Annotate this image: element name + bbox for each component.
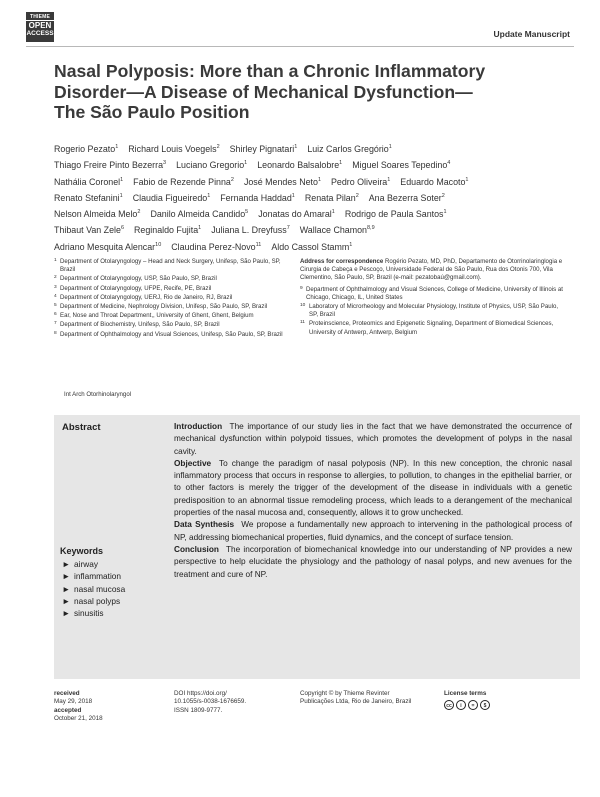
- affiliation-item: [54, 258, 286, 274]
- cc-nc-icon: $: [480, 700, 490, 710]
- author-affiliation-number: 1: [198, 225, 202, 232]
- author-affiliation-number: 1: [465, 176, 469, 183]
- arrow-bullet-icon: ►: [62, 559, 71, 570]
- author-name-text: Renato Stefanini: [54, 192, 120, 203]
- affiliation-text: Department of Medicine, Nephrology Division, Unifesp, São Paulo, SP, Brazil: [60, 303, 268, 311]
- arrow-bullet-icon: ►: [62, 583, 71, 594]
- author-affiliation-number: 1: [207, 192, 211, 199]
- author-affiliation-number: 6: [120, 225, 124, 232]
- author-name: [54, 209, 140, 219]
- affiliation-number: 11: [300, 320, 305, 326]
- author-name-text: Wallace Chamon: [299, 225, 367, 236]
- affiliation-number: 6: [54, 312, 57, 318]
- accepted-date: October 21, 2018: [54, 715, 103, 723]
- keyword-item: [60, 607, 125, 619]
- author-line: [54, 156, 579, 172]
- cc-icon: cc: [444, 700, 454, 710]
- abstract-label: Abstract: [62, 422, 101, 433]
- section-text: The incorporation of biomechanical knowledge into our understanding of NP provides a new perspective to help elucidate the physiology and the pathology of nasal polyps, and new avenues for the treatment and cure of NP.: [174, 544, 572, 579]
- arrow-bullet-icon: ►: [62, 571, 71, 582]
- keyword-item: [60, 558, 125, 570]
- copyright-line: Publicações Ltda, Rio de Janeiro, Brazil: [300, 698, 412, 706]
- author-affiliation-number: 1: [291, 192, 295, 199]
- author-affiliation-number: 2: [216, 144, 220, 150]
- author-affiliation-number: 1: [339, 160, 343, 167]
- author-name-text: Leonardo Balsalobre: [257, 160, 340, 171]
- abstract-box: [54, 415, 580, 679]
- author-affiliation-number: 5: [245, 209, 249, 216]
- author-name: [258, 209, 335, 219]
- author-name: [150, 209, 248, 219]
- author-affiliation-number: 2: [137, 209, 141, 216]
- affiliation-number: 10: [300, 303, 306, 309]
- author-affiliation-number: 1: [119, 192, 123, 199]
- author-name: [300, 225, 375, 235]
- affiliation-text: Department of Biochemistry, Unifesp, São Paulo, SP, Brazil: [60, 321, 220, 329]
- author-name: [133, 177, 234, 187]
- doi-block: [174, 690, 246, 715]
- affiliation-number: 9: [300, 285, 303, 291]
- section-heading: Conclusion: [174, 544, 219, 554]
- author-name: [331, 177, 390, 187]
- author-affiliation-number: 1: [294, 144, 298, 150]
- author-name: [271, 242, 352, 252]
- correspondence-text: Rogério Pezato, MD, PhD, Departamento de Otorrinolaringlogia e Cirurgia de Cabeça e Pescoço, Universidade Federal de São Paulo, Rua dos Otonis 700, Vila Clementino, São Paulo, SP, Brazil (e-mail: pezatobaú@gmail.com).: [300, 258, 563, 282]
- affiliation-text: Ear, Nose and Throat Department,, University of Ghent, Ghent, Belgium: [60, 312, 254, 320]
- author-name: [220, 193, 295, 203]
- logo-line-1: THIEME: [26, 12, 54, 21]
- author-affiliation-number: 1: [331, 209, 335, 216]
- title-line: Disorder—A Disease of Mechanical Dysfunction—: [54, 81, 473, 102]
- doi-line[interactable]: DOI https://doi.org/: [174, 690, 227, 697]
- keyword-text: inflammation: [74, 571, 122, 582]
- affiliation-item: [54, 285, 286, 293]
- affiliation-number: 5: [54, 303, 57, 309]
- author-name-text: Nathália Coronel: [54, 176, 121, 187]
- author-affiliation-number: 1: [244, 160, 248, 167]
- affiliation-item: [300, 286, 568, 302]
- arrow-bullet-icon: ►: [62, 608, 71, 619]
- author-name: [128, 144, 219, 154]
- affiliation-item: [300, 320, 568, 336]
- author-line: [54, 205, 579, 221]
- issn-line: ISSN 1809-9777.: [174, 706, 223, 714]
- abstract-text: [174, 421, 572, 581]
- copyright-block: [300, 690, 411, 707]
- license-icons[interactable]: [444, 700, 492, 710]
- author-name: [230, 144, 298, 154]
- author-name: [257, 160, 342, 170]
- affiliation-text: Laboratory of Microrheology and Molecular Physiology, Institute of Physics, USP, São Paulo, SP, Brazil: [309, 303, 559, 319]
- affiliation-number: 8: [54, 330, 57, 336]
- affiliations-right: [300, 258, 568, 338]
- author-name: [54, 193, 123, 203]
- author-name: [369, 193, 445, 203]
- author-name-text: Juliana L. Dreyfuss: [211, 225, 287, 236]
- author-line: [54, 238, 579, 254]
- cc-nd-icon: =: [468, 700, 478, 710]
- author-name-text: Ana Bezerra Soter: [368, 192, 442, 203]
- received-label: received: [54, 690, 80, 697]
- received-date: May 29, 2018: [54, 698, 93, 706]
- keywords-block: [60, 545, 125, 619]
- author-name-text: Adriano Mesquita Alencar: [54, 241, 156, 252]
- author-name-text: Rodrigo de Paula Santos: [344, 209, 444, 220]
- author-name: [352, 160, 450, 170]
- journal-name: Int Arch Otorhinolaryngol: [64, 391, 132, 398]
- arrow-bullet-icon: ►: [62, 595, 71, 606]
- author-affiliation-number: 1: [387, 176, 391, 183]
- article-dates: [54, 690, 103, 724]
- author-name: [54, 242, 161, 252]
- journal-logo: [26, 12, 54, 42]
- license-label: License terms: [444, 690, 487, 697]
- author-name: [54, 225, 124, 235]
- affiliation-number: 4: [54, 293, 57, 299]
- author-name-text: José Mendes Neto: [243, 176, 318, 187]
- author-affiliation-number: 1: [120, 176, 124, 183]
- cc-by-icon: i: [456, 700, 466, 710]
- logo-line-3: ACCESS: [26, 30, 54, 37]
- author-line: [54, 173, 579, 189]
- author-affiliation-number: 11: [255, 241, 262, 248]
- section-heading: Data Synthesis: [174, 520, 235, 530]
- affiliation-item: [300, 303, 568, 319]
- author-name-text: Thiago Freire Pinto Bezerra: [54, 160, 164, 171]
- affiliation-text: Proteinscience, Proteomics and Epigenetic Signaling, Department of Biomedical Sciences, University of Antwerp, Antwerp, Belgium: [309, 320, 554, 336]
- author-name-text: Fernanda Haddad: [220, 192, 292, 203]
- author-name: [176, 160, 247, 170]
- author-name-text: Renata Pilan: [304, 192, 356, 203]
- logo-line-2: OPEN: [28, 21, 52, 30]
- author-name: [307, 144, 391, 154]
- author-name-text: Danilo Almeida Candido: [150, 209, 246, 220]
- section-heading: Introduction: [174, 422, 223, 431]
- correspondence-heading: Address for correspondence: [300, 258, 384, 265]
- author-name-text: Aldo Cassol Stamm: [271, 241, 350, 252]
- author-line: [54, 140, 579, 156]
- affiliation-item: [54, 331, 286, 339]
- author-name-text: Rogerio Pezato: [54, 143, 116, 154]
- author-line: [54, 221, 579, 237]
- author-affiliation-number: 1: [317, 176, 321, 183]
- affiliation-item: [54, 275, 286, 283]
- author-line: [54, 189, 579, 205]
- affiliations-left: [54, 258, 286, 340]
- author-name: [345, 209, 447, 219]
- keyword-item: [60, 583, 125, 595]
- title-line: The São Paulo Position: [54, 102, 250, 122]
- author-name-text: Nelson Almeida Melo: [54, 209, 138, 220]
- doi-line[interactable]: 10.1055/s-0038-1676659.: [174, 698, 247, 706]
- affiliation-item: [54, 294, 286, 302]
- author-name: [134, 225, 201, 235]
- affiliation-number: 2: [54, 275, 57, 281]
- section-text: The importance of our study lies in the fact that we have demonstrated the occurrence of mechanical dysfunction within polypoid tissues, which promotes the development of polyps in the nasal cavity.: [174, 422, 572, 456]
- author-name: [133, 193, 211, 203]
- author-name-text: Reginaldo Fujita: [134, 225, 199, 236]
- author-name-text: Jonatas do Amaral: [258, 209, 332, 220]
- affiliation-number: 1: [54, 258, 57, 263]
- affiliation-item: [54, 321, 286, 329]
- author-name: [305, 193, 359, 203]
- section-text: To change the paradigm of nasal polyposis (NP). In this new conception, the chronic nasal inflammatory process that occurs in response to allergies, to pollution, to changes in the epithelial barrier, or to other factors is merely the trigger of the development of the disease in individuals with a genetic predisposition to an abnormal tissue remodeling process, which leads to a derangement of the mechanical properties of the nasal mucosa and, consequently, allows it to grow unchecked.: [174, 458, 572, 518]
- license-block: [444, 690, 492, 710]
- author-affiliation-number: 1: [443, 209, 447, 216]
- affiliation-item: [54, 303, 286, 311]
- abstract-data-synthesis: [174, 519, 572, 544]
- author-name-text: Thibaut Van Zele: [54, 225, 121, 236]
- affiliations-right-list: [300, 286, 568, 337]
- author-name: [244, 177, 321, 187]
- affiliation-text: Department of Otolaryngology, USP, São Paulo, SP, Brazil: [60, 275, 217, 283]
- author-name-text: Claudina Perez-Novo: [171, 241, 256, 252]
- author-affiliation-number: 2: [355, 192, 359, 199]
- keyword-text: sinusitis: [74, 608, 104, 619]
- author-affiliation-number: 1: [388, 144, 392, 150]
- author-name: [400, 177, 468, 187]
- affiliation-text: Department of Otolaryngology, UFPE, Recife, PE, Brazil: [60, 284, 212, 292]
- section-text: We propose a fundamentally new approach to intervening in the pathological process of NP, addressing biomechanical properties, fluid dynamics, and the concept of surface tension.: [174, 520, 572, 542]
- copyright-line: Copyright © by Thieme Revinter: [300, 690, 390, 697]
- author-name-text: Shirley Pignatari: [229, 143, 295, 154]
- abstract-conclusion: [174, 544, 572, 581]
- header-divider: [26, 46, 574, 47]
- author-list: [54, 140, 579, 254]
- author-affiliation-number: 10: [155, 241, 162, 248]
- author-affiliation-number: 4: [447, 160, 451, 167]
- author-name: [171, 242, 261, 252]
- keyword-item: [60, 595, 125, 607]
- author-name: [211, 225, 290, 235]
- author-name-text: Claudia Figueiredo: [132, 192, 208, 203]
- author-name-text: Pedro Oliveira: [331, 176, 388, 187]
- keyword-text: nasal mucosa: [74, 583, 126, 594]
- affiliation-text: Department of Ophthalmology and Visual Sciences, Unifesp, São Paulo, SP, Brazil: [60, 330, 283, 338]
- author-name: [54, 160, 166, 170]
- abstract-objective: [174, 458, 572, 519]
- author-name-text: Luiz Carlos Gregório: [307, 143, 389, 154]
- author-affiliation-number: 8,9: [367, 225, 375, 232]
- keywords-heading: Keywords: [60, 546, 104, 556]
- author-affiliation-number: 7: [286, 225, 290, 232]
- affiliation-text: Department of Otolaryngology – Head and Neck Surgery, Unifesp, São Paulo, SP, Brazil: [60, 258, 281, 274]
- affiliation-number: 7: [54, 321, 57, 327]
- correspondence-block: [300, 258, 568, 283]
- affiliation-item: [54, 312, 286, 320]
- keyword-text: nasal polyps: [74, 595, 121, 606]
- author-name-text: Richard Louis Voegels: [128, 143, 217, 154]
- keyword-item: [60, 570, 125, 582]
- author-name: [54, 144, 118, 154]
- author-affiliation-number: 1: [115, 144, 119, 150]
- author-name-text: Fabio de Rezende Pinna: [133, 176, 231, 187]
- section-heading: Objective: [174, 458, 212, 468]
- affiliation-text: Department of Otolaryngology, UERJ, Rio de Janeiro, RJ, Brazil: [60, 293, 233, 301]
- author-name: [54, 177, 123, 187]
- author-affiliation-number: 1: [349, 241, 353, 248]
- affiliation-number: 3: [54, 284, 57, 290]
- title-line: Nasal Polyposis: More than a Chronic Inflammatory: [54, 61, 486, 81]
- author-name-text: Miguel Soares Tepedino: [352, 160, 448, 171]
- author-name-text: Luciano Gregorio: [176, 160, 245, 171]
- author-affiliation-number: 3: [163, 160, 167, 167]
- author-affiliation-number: 2: [441, 192, 445, 199]
- author-affiliation-number: 2: [230, 176, 234, 183]
- article-type: Update Manuscript: [493, 29, 570, 39]
- article-title: [54, 61, 574, 123]
- accepted-label: accepted: [54, 706, 82, 714]
- author-name-text: Eduardo Macoto: [400, 176, 466, 187]
- affiliation-text: Department of Ophthalmology and Visual Sciences, College of Medicine, University of Illinois at Chicago, Chicago, IL, United States: [306, 285, 563, 301]
- abstract-introduction: [174, 421, 572, 458]
- keyword-text: airway: [74, 559, 98, 570]
